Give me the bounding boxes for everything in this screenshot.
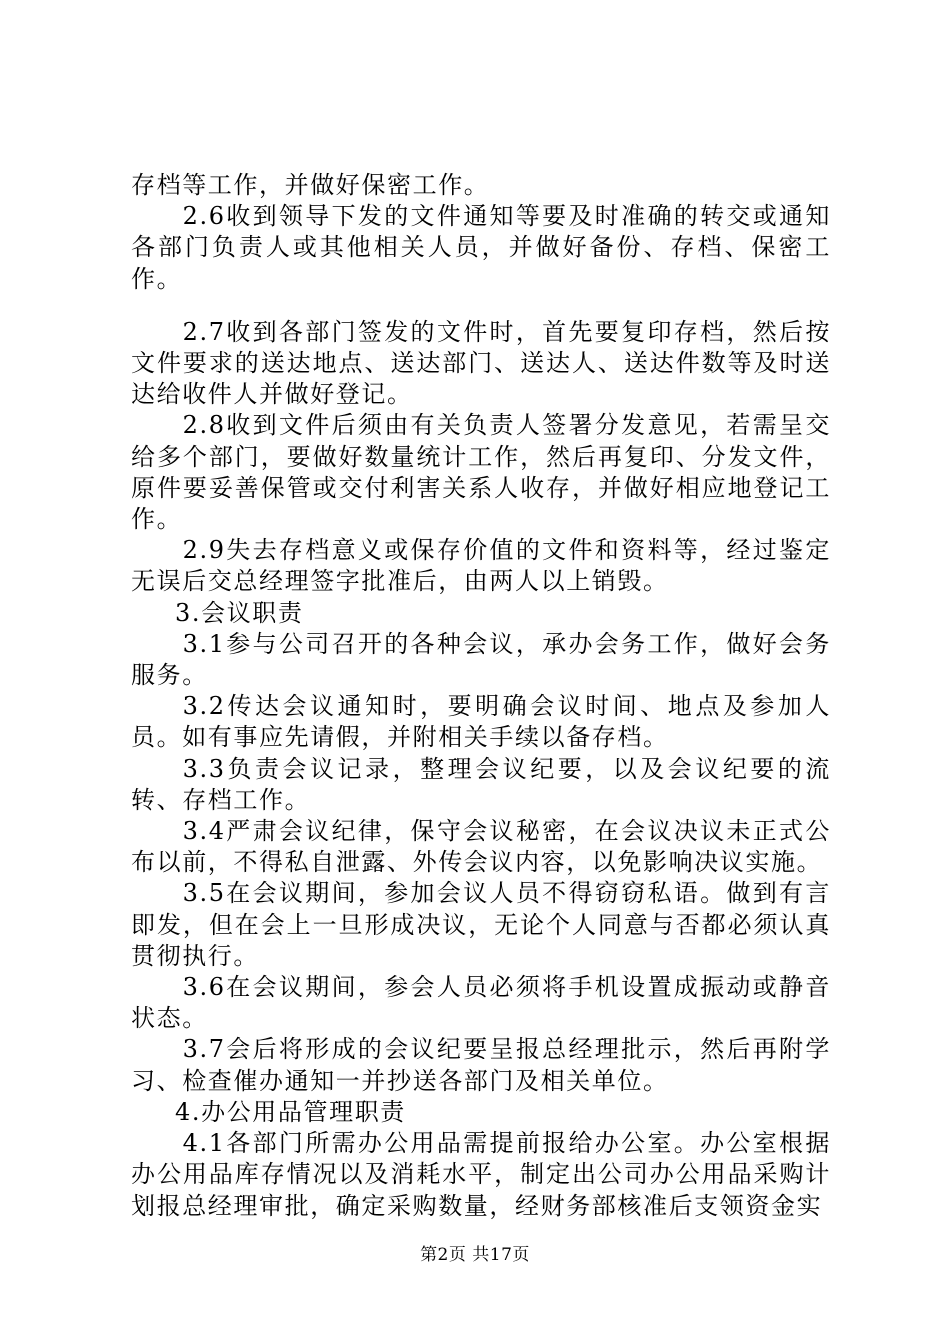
paragraph-2-9: 2.9失去存档意义或保存价值的文件和资料等，经过鉴定无误后交总经理签字批准后，由两人以上销毁。 <box>131 536 831 596</box>
paragraph-2-8: 2.8收到文件后须由有关负责人签署分发意见，若需呈交给多个部门，要做好数量统计工作，然后再复印、分发文件，原件要妥善保管或交付利害关系人收存，并做好相应地登记工作。 <box>131 411 831 534</box>
paragraph-3-2: 3.2传达会议通知时，要明确会议时间、地点及参加人员。如有事应先请假，并附相关手续以备存档。 <box>131 692 831 752</box>
section-heading-office-supplies: 4.办公用品管理职责 <box>175 1097 406 1126</box>
document-body <box>131 170 831 1222</box>
page-footer: 第2页 共17页 <box>420 1245 530 1265</box>
paragraph-2-6: 2.6收到领导下发的文件通知等要及时准确的转交或通知各部门负责人或其他相关人员，并做好备份、存档、保密工作。 <box>131 202 831 293</box>
paragraph-2-7: 2.7收到各部门签发的文件时，首先要复印存档，然后按文件要求的送达地点、送达部门、送达人、送达件数等及时送达给收件人并做好登记。 <box>131 317 831 409</box>
paragraph-3-4: 3.4严肃会议纪律，保守会议秘密，在会议决议未正式公布以前，不得私自泄露、外传会议内容，以免影响决议实施。 <box>131 817 831 877</box>
paragraph-3-6: 3.6在会议期间，参会人员必须将手机设置成振动或静音状态。 <box>131 973 831 1033</box>
paragraph-4-1: 4.1各部门所需办公用品需提前报给办公室。办公室根据办公用品库存情况以及消耗水平，制定出公司办公用品采购计划报总经理审批，确定采购数量，经财务部核准后支领资金实 <box>131 1129 831 1220</box>
paragraph-3-5: 3.5在会议期间，参加会议人员不得窃窃私语。做到有言即发，但在会上一旦形成决议，无论个人同意与否都必须认真贯彻执行。 <box>131 879 831 970</box>
paragraph-3-3: 3.3负责会议记录，整理会议纪要，以及会议纪要的流转、存档工作。 <box>131 754 831 814</box>
paragraph-3-7: 3.7会后将形成的会议纪要呈报总经理批示，然后再附学习、检查催办通知一并抄送各部门及相关单位。 <box>131 1035 831 1095</box>
paragraph-3-1: 3.1参与公司召开的各种会议，承办会务工作，做好会务服务。 <box>131 629 831 690</box>
section-heading-meeting-duties: 3.会议职责 <box>175 598 304 627</box>
paragraph-continuation: 存档等工作，并做好保密工作。 <box>131 171 490 199</box>
